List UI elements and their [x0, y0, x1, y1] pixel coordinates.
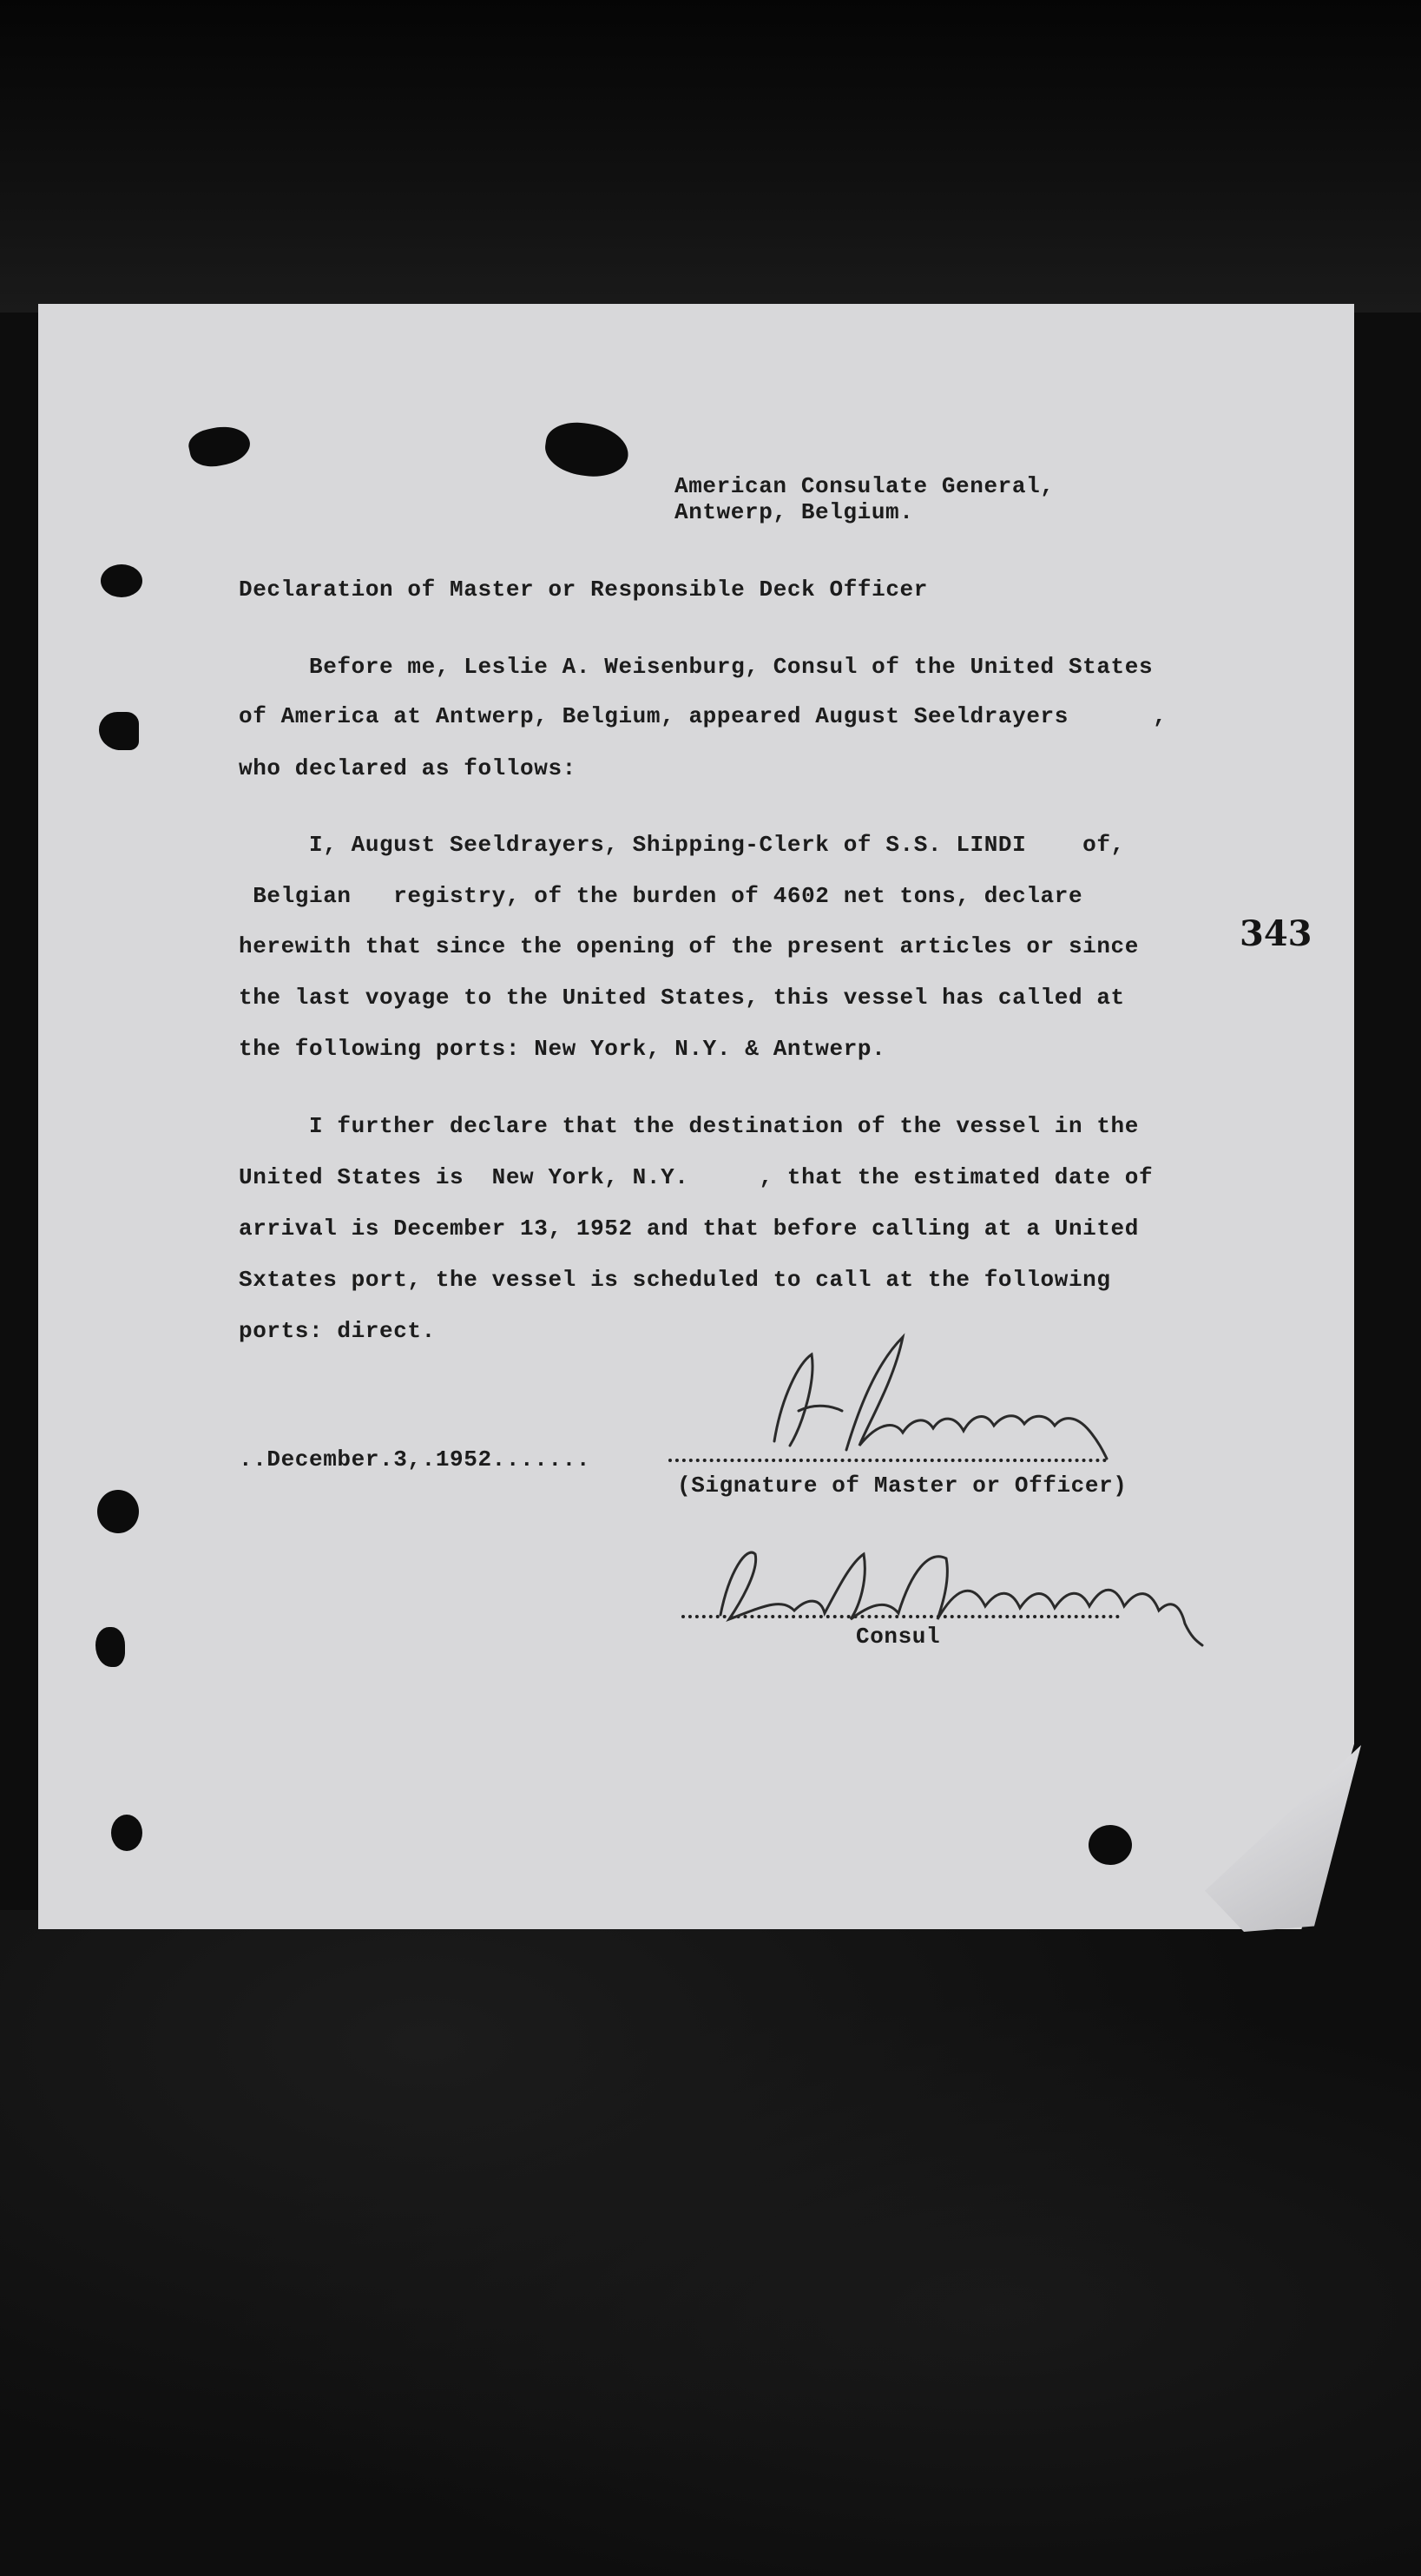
body-line: the following ports: New York, N.Y. & Antwerp.	[239, 1036, 886, 1062]
punch-hole	[97, 1490, 139, 1533]
declaration-date: ..December.3,.1952.......	[239, 1446, 591, 1472]
body-line: Before me, Leslie A. Weisenburg, Consul of the United States	[239, 654, 1154, 680]
punch-hole	[1089, 1825, 1132, 1865]
body-line: who declared as follows:	[239, 755, 576, 781]
consul-signature	[712, 1537, 1207, 1650]
punch-hole	[111, 1815, 142, 1851]
body-line: the last voyage to the United States, this vessel has called at	[239, 985, 1125, 1011]
punch-hole	[99, 712, 139, 750]
body-line: ports: direct.	[239, 1318, 436, 1344]
body-line: arrival is December 13, 1952 and that before calling at a United	[239, 1216, 1139, 1242]
punch-hole	[101, 564, 142, 597]
page-title: Declaration of Master or Responsible Deck Officer	[239, 576, 928, 603]
body-line: I, August Seeldrayers, Shipping-Clerk of S.S. LINDI of,	[239, 832, 1125, 858]
officer-signature	[764, 1328, 1111, 1467]
scan-background-bottom	[0, 1910, 1421, 2576]
consul-caption: Consul	[856, 1624, 941, 1650]
body-line: I further declare that the destination of the vessel in the	[239, 1113, 1139, 1139]
signature-caption: (Signature of Master or Officer)	[677, 1472, 1128, 1499]
punch-hole	[95, 1627, 125, 1667]
body-line: Sxtates port, the vessel is scheduled to call at the following	[239, 1267, 1111, 1293]
page-number: 343	[1240, 913, 1312, 954]
consulate-name: American Consulate General,	[674, 473, 1055, 499]
body-line: Belgian registry, of the burden of 4602 net tons, declare	[239, 883, 1083, 909]
scan-background-top	[0, 0, 1421, 313]
body-line: of America at Antwerp, Belgium, appeared August Seeldrayers ,	[239, 703, 1168, 729]
body-line: United States is New York, N.Y. , that the estimated date of	[239, 1164, 1154, 1190]
consulate-location: Antwerp, Belgium.	[674, 499, 914, 525]
body-line: herewith that since the opening of the present articles or since	[239, 933, 1139, 959]
